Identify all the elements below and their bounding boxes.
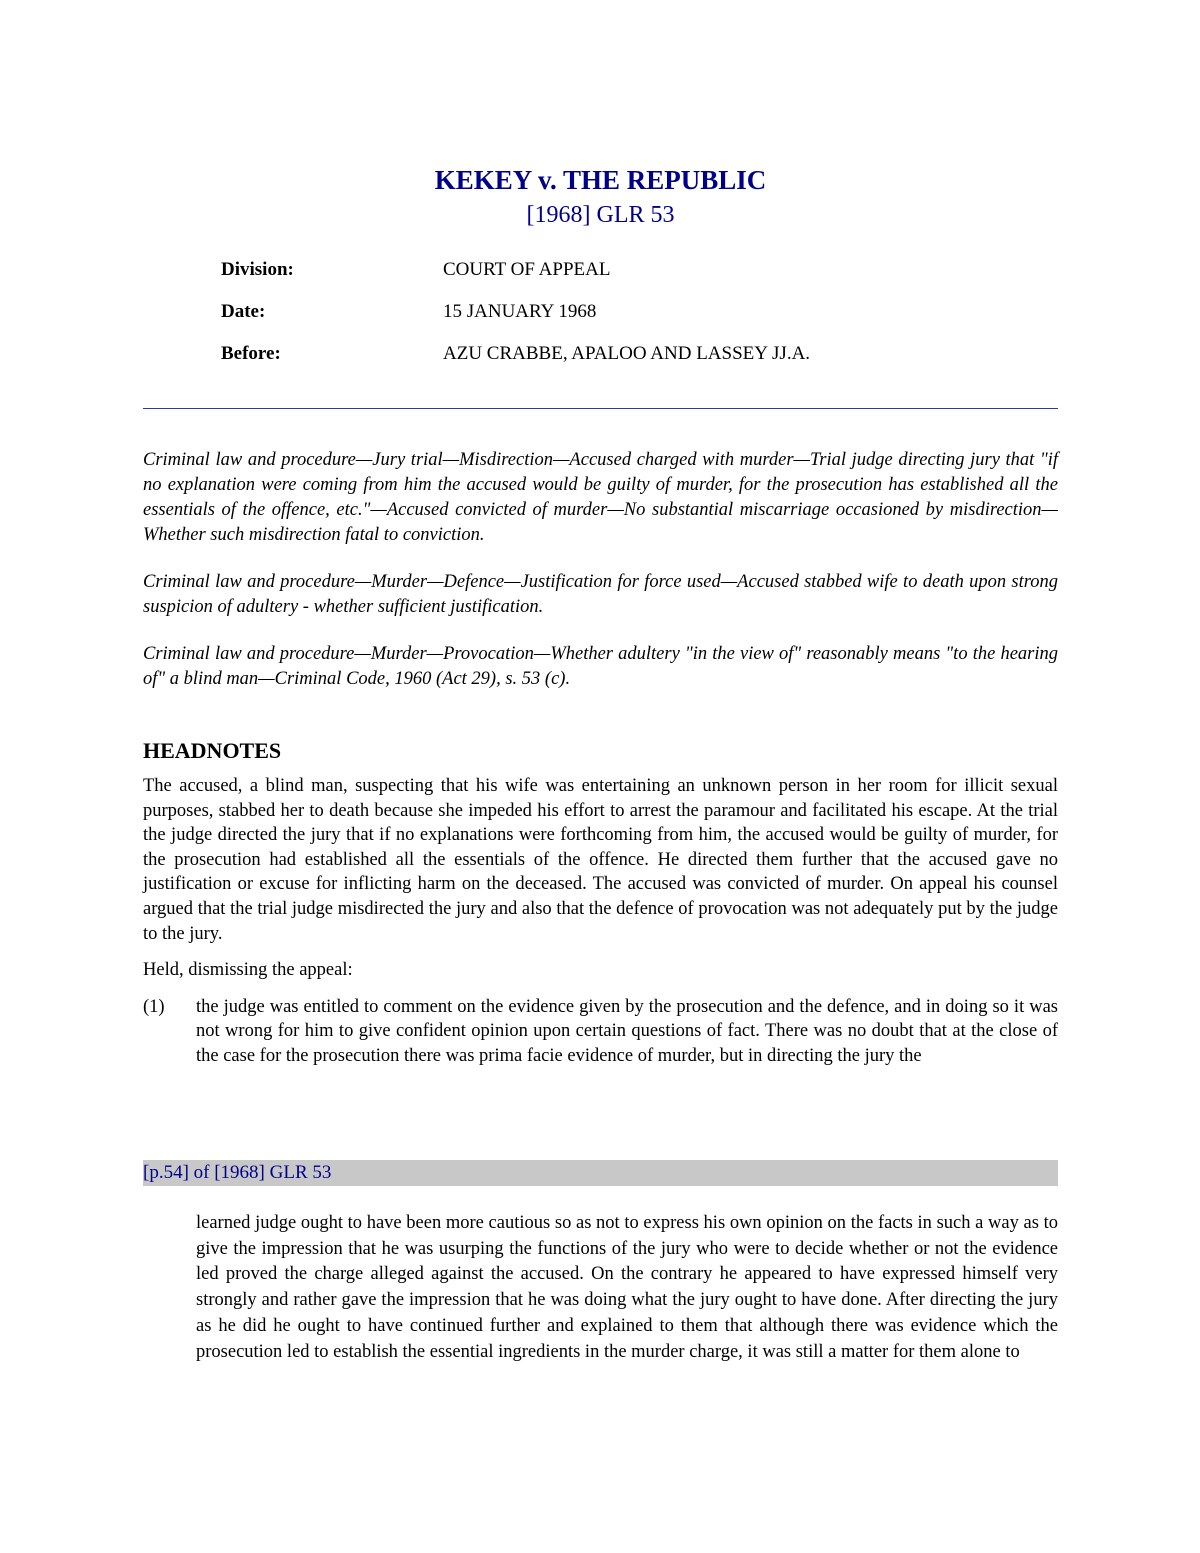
meta-value: COURT OF APPEAL xyxy=(443,259,611,280)
subject-paragraph: Criminal law and procedure—Murder—Provocation—Whether adultery "in the view of" reasonably means "to the hearing of" a blind man—Criminal Code, 1960 (Act 29), s. 53 (c). xyxy=(143,644,1058,689)
held-line: Held, dismissing the appeal: xyxy=(143,960,353,981)
meta-row-before xyxy=(221,342,1021,384)
page-marker xyxy=(143,1160,1058,1186)
meta-row-date xyxy=(221,300,1021,342)
subject-paragraph: Criminal law and procedure—Murder—Defence—Justification for force used—Accused stabbed wife to death upon strong suspicion of adultery - whether sufficient justification. xyxy=(143,572,1058,617)
case-citation: [1968] GLR 53 xyxy=(526,202,675,228)
meta-label: Division: xyxy=(221,259,294,280)
meta-label: Date: xyxy=(221,301,266,322)
holding-item xyxy=(143,995,1058,1069)
section-divider xyxy=(143,408,1058,409)
headnotes-body xyxy=(143,774,1058,1069)
subject-matter xyxy=(143,448,1058,714)
meta-value: AZU CRABBE, APALOO AND LASSEY JJ.A. xyxy=(443,343,811,364)
meta-label: Before: xyxy=(221,343,281,364)
page-marker-label: [p.54] of [1968] GLR 53 xyxy=(143,1162,332,1183)
meta-value: 15 JANUARY 1968 xyxy=(443,301,597,322)
case-metadata xyxy=(221,258,1021,384)
continuation-text: learned judge ought to have been more cautious so as not to express his own opinion on the facts in such a way as to give the impression that he was usurping the functions of the jury who were to decide whether or not the evidence led proved the charge alleged against the accused. On the contrary he appeared to have expressed himself very strongly and rather gave the impression that he was doing what the jury ought to have done. After directing the jury as he did he ought to have continued further and explained to them that although there was evidence which the prosecution led to establish the essential ingredients in the murder charge, it was still a matter for them alone to xyxy=(196,1213,1058,1362)
case-title: KEKEY v. THE REPUBLIC xyxy=(434,165,767,195)
holding-number: (1) xyxy=(143,996,165,1017)
meta-row-division xyxy=(221,258,1021,300)
holding-text: the judge was entitled to comment on the evidence given by the prosecution and the defence, and in doing so it was not wrong for him to give confident opinion upon certain questions of fact. There was no doubt that at the close of the case for the prosecution there was prima facie evidence of murder, but in directing the jury the xyxy=(196,996,1058,1066)
headnotes-heading: HEADNOTES xyxy=(143,738,282,763)
subject-paragraph: Criminal law and procedure—Jury trial—Misdirection—Accused charged with murder—Trial judge directing jury that "if no explanation were coming from him the accused would be guilty of murder, for the prosecution has established all the essentials of the offence, etc."—Accused convicted of murder—No substantial miscarriage occasioned by misdirection—Whether such misdirection fatal to conviction. xyxy=(143,450,1058,545)
headnote-paragraph: The accused, a blind man, suspecting that his wife was entertaining an unknown person in her room for illicit sexual purposes, stabbed her to death because she impeded his effort to arrest the paramour and facilitated his escape. At the trial the judge directed the jury that if no explanations were forthcoming from him, the accused would be guilty of murder, for the prosecution had established all the essentials of the offence. He directed them further that the accused gave no justification or excuse for inflicting harm on the deceased. The accused was convicted of murder. On appeal his counsel argued that the trial judge misdirected the jury and also that the defence of provocation was not adequately put by the judge to the jury. xyxy=(143,776,1058,944)
